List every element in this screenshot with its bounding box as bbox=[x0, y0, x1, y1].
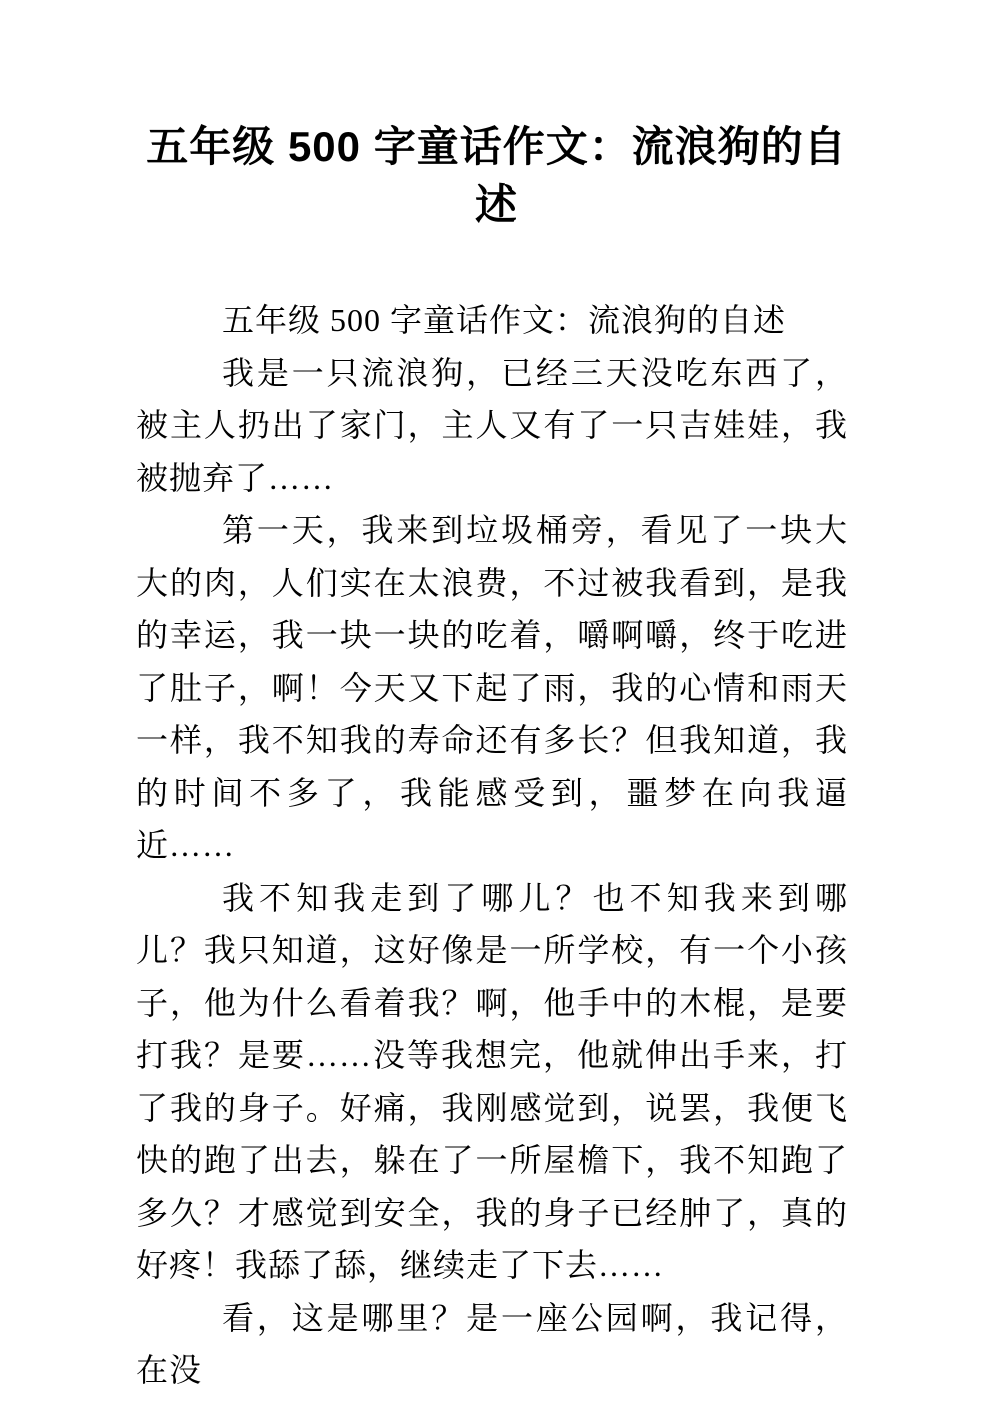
paragraph-subtitle: 五年级 500 字童话作文：流浪狗的自述 bbox=[222, 302, 787, 338]
paragraph-day-one: 第一天，我来到垃圾桶旁，看见了一块大大的肉，人们实在太浪费，不过被我看到，是我的幸运，我一块一块的吃着，嚼啊嚼，终于吃进了肚子，啊！今天又下起了雨，我的心情和雨天一样，我不知我的寿命还有多长？但我知道，我的时间不多了，我能感受到，噩梦在向我逼近…… bbox=[136, 512, 848, 863]
paragraph-park: 看，这是哪里？是一座公园啊，我记得，在没 bbox=[136, 1299, 848, 1388]
title-line-1: 五年级 500 字童话作文：流浪狗的自 bbox=[146, 123, 847, 170]
title-line-2: 述 bbox=[474, 181, 518, 228]
document-title bbox=[0, 0, 993, 234]
paragraph-school: 我不知我走到了哪儿？也不知我来到哪儿？我只知道，这好像是一所学校，有一个小孩子，他为什么看着我？啊，他手中的木棍，是要打我？是要……没等我想完，他就伸出手来，打了我的身子。好痛，我刚感觉到，说罢，我便飞快的跑了出去，躲在了一所屋檐下，我不知跑了多久？才感觉到安全，我的身子已经肿了，真的好疼！我舔了舔，继续走了下去…… bbox=[136, 879, 848, 1283]
paragraph-intro: 我是一只流浪狗，已经三天没吃东西了，被主人扔出了家门，主人又有了一只吉娃娃，我被抛弃了…… bbox=[136, 354, 848, 496]
document-body bbox=[136, 294, 848, 1397]
